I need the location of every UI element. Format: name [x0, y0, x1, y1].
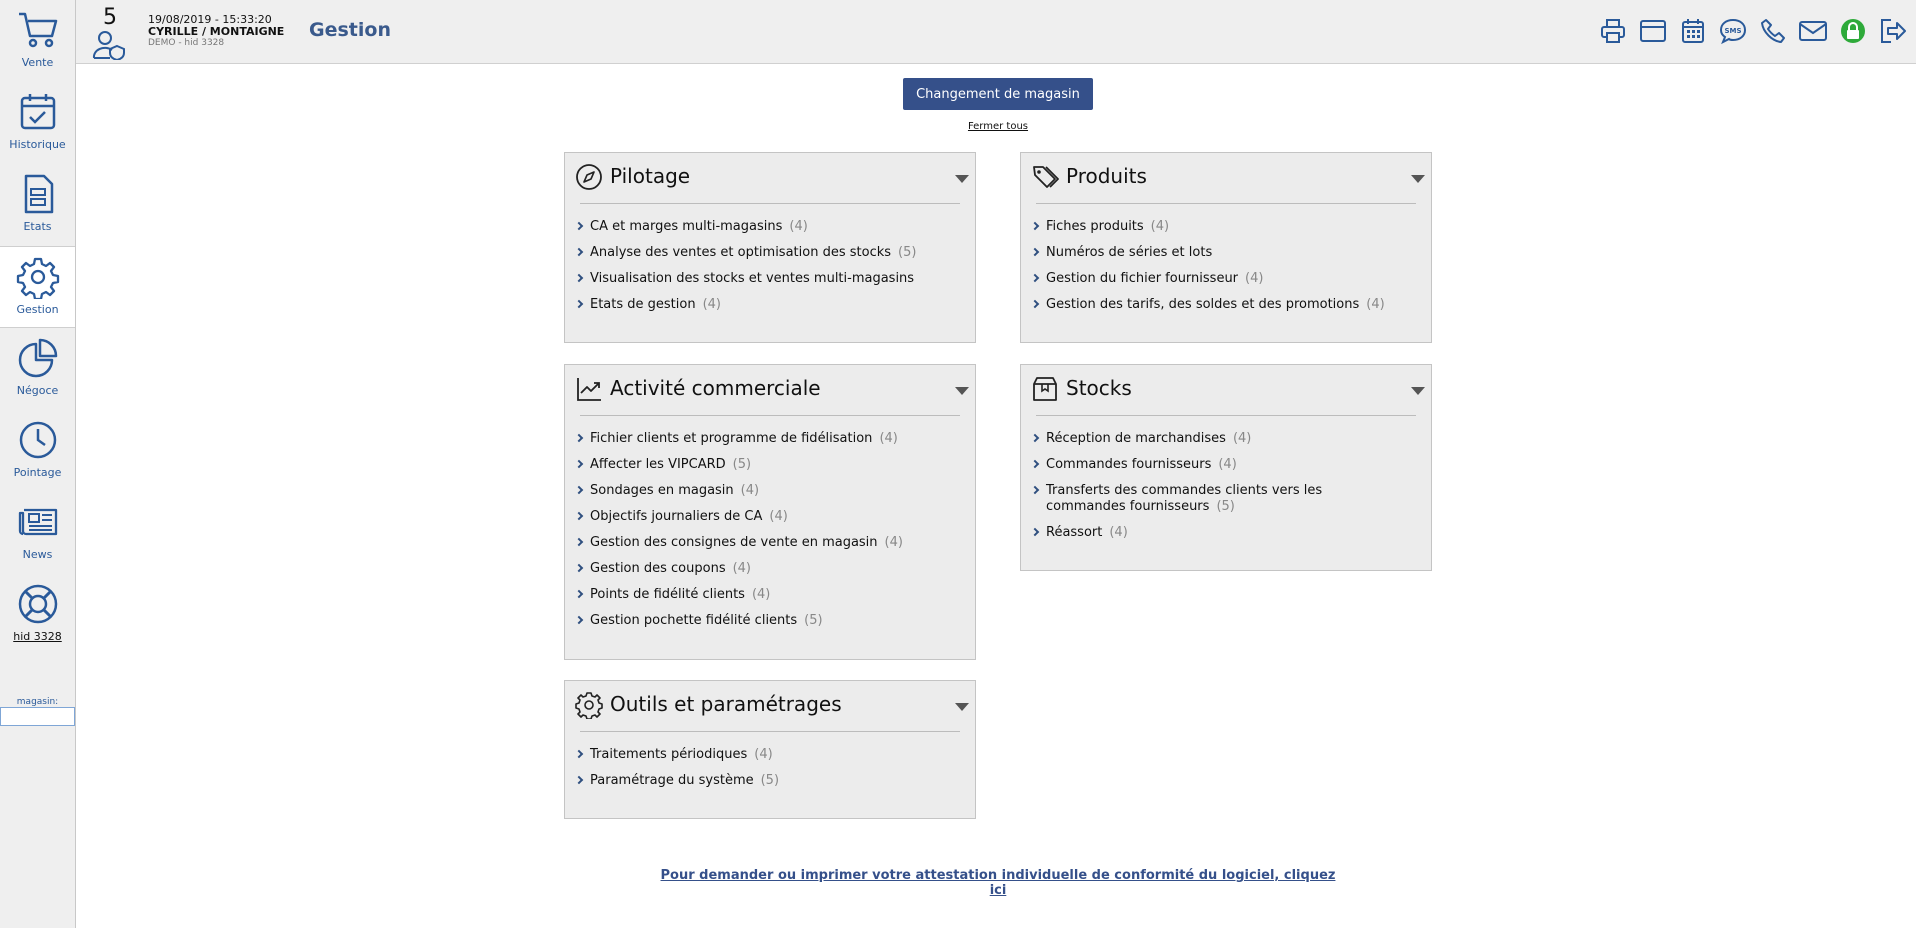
- chevron-right-icon: [575, 776, 583, 784]
- document-icon: [16, 172, 60, 216]
- nav-pointage[interactable]: [0, 410, 75, 492]
- user-count: 5: [103, 5, 117, 30]
- menu-item-count: (4): [754, 747, 773, 762]
- divider: [580, 203, 960, 204]
- menu-item-count: (4): [732, 561, 752, 576]
- nav-label: Gestion: [16, 303, 59, 316]
- menu-item[interactable]: [575, 561, 965, 577]
- svg-text:SMS: SMS: [1724, 27, 1742, 35]
- menu-item-label: Fiches produits: [1046, 219, 1144, 234]
- panel-activite-commerciale: [564, 364, 976, 660]
- menu-list: [575, 219, 965, 323]
- menu-list: [575, 747, 965, 799]
- mail-button[interactable]: [1796, 14, 1830, 48]
- lock-icon: [1838, 16, 1868, 46]
- menu-item-count: (4): [769, 509, 788, 524]
- chevron-right-icon: [575, 750, 583, 758]
- panel-pilotage: [564, 152, 976, 343]
- menu-item[interactable]: [575, 535, 965, 551]
- chevron-right-icon: [1031, 460, 1039, 468]
- menu-item[interactable]: [1031, 483, 1361, 515]
- magasin-label: magasin:: [16, 697, 59, 707]
- nav-label: News: [22, 548, 53, 561]
- menu-item[interactable]: [1031, 297, 1421, 313]
- menu-item-label: Gestion des consignes de vente en magasin: [590, 535, 878, 550]
- menu-item[interactable]: [1031, 245, 1421, 261]
- menu-list: [1031, 431, 1421, 551]
- menu-item[interactable]: [575, 245, 965, 261]
- menu-item-count: (5): [898, 245, 917, 260]
- menu-item-label: Gestion pochette fidélité clients: [590, 613, 798, 628]
- menu-item-count: (4): [1366, 297, 1385, 312]
- menu-item-count: (4): [1245, 271, 1264, 286]
- divider: [1036, 415, 1416, 416]
- menu-item-label: Points de fidélité clients: [590, 587, 745, 602]
- nav-label: hid 3328: [13, 630, 62, 643]
- gear-icon: [575, 691, 603, 719]
- panel-title: Outils et paramétrages: [610, 692, 842, 716]
- page-title: Gestion: [309, 19, 391, 41]
- menu-item[interactable]: [575, 509, 965, 525]
- toolbar: [1596, 14, 1916, 48]
- chevron-right-icon: [575, 486, 583, 494]
- menu-item-count: (4): [1109, 525, 1128, 540]
- nav-label: Historique: [9, 138, 66, 151]
- compass-icon: [575, 163, 603, 191]
- panel-produits: [1020, 152, 1432, 343]
- panel-title: Activité commerciale: [610, 376, 821, 400]
- phone-button[interactable]: [1756, 14, 1790, 48]
- menu-item-label: Commandes fournisseurs: [1046, 457, 1212, 472]
- menu-item-label: Réception de marchandises: [1046, 431, 1226, 446]
- lock-button[interactable]: [1836, 14, 1870, 48]
- menu-item[interactable]: [575, 773, 965, 789]
- nav-historique[interactable]: [0, 82, 75, 164]
- window-button[interactable]: [1636, 14, 1670, 48]
- collapse-toggle-icon[interactable]: [955, 175, 969, 183]
- datetime: 19/08/2019 - 15:33:20: [148, 13, 272, 26]
- chevron-right-icon: [1031, 528, 1039, 536]
- menu-item-label: Réassort: [1046, 525, 1103, 540]
- panel-title: Stocks: [1066, 376, 1132, 400]
- menu-item-label: Objectifs journaliers de CA: [590, 509, 763, 524]
- menu-item[interactable]: [1031, 271, 1421, 287]
- menu-item-count: (4): [702, 297, 722, 312]
- menu-item[interactable]: [575, 587, 965, 603]
- logout-button[interactable]: [1876, 14, 1910, 48]
- panel-stocks: [1020, 364, 1432, 571]
- change-store-button[interactable]: Changement de magasin: [903, 78, 1093, 110]
- panel-title: Pilotage: [610, 164, 691, 188]
- panel-header[interactable]: [565, 365, 975, 415]
- menu-item-label: Gestion du fichier fournisseur: [1046, 271, 1239, 286]
- menu-item-label: Fichier clients et programme de fidélisation: [590, 431, 873, 446]
- nav-label: Etats: [23, 220, 52, 233]
- menu-item[interactable]: [1031, 525, 1421, 541]
- nav-label: Négoce: [16, 384, 59, 397]
- calendar-button[interactable]: [1676, 14, 1710, 48]
- divider: [1036, 203, 1416, 204]
- menu-item-count: (4): [740, 483, 760, 498]
- lifebuoy-icon: [16, 582, 60, 626]
- divider: [580, 731, 960, 732]
- menu-item[interactable]: [575, 457, 965, 473]
- nav-vente[interactable]: [0, 0, 75, 82]
- collapse-toggle-icon[interactable]: [1411, 387, 1425, 395]
- cart-icon: [16, 8, 60, 52]
- sms-icon: [1718, 16, 1748, 46]
- menu-item-label: Gestion des tarifs, des soldes et des promotions: [1046, 297, 1360, 312]
- chevron-right-icon: [575, 222, 583, 230]
- panel-header[interactable]: [565, 153, 975, 203]
- clock-icon: [16, 418, 60, 462]
- menu-item-label: Numéros de séries et lots: [1046, 245, 1213, 260]
- close-all-link[interactable]: Fermer tous: [967, 121, 1029, 132]
- menu-item-label: Transferts des commandes clients vers les commandes fournisseurs: [1046, 483, 1323, 514]
- chevron-right-icon: [1031, 222, 1039, 230]
- chevron-right-icon: [575, 616, 583, 624]
- menu-list: [1031, 219, 1421, 323]
- chevron-right-icon: [575, 538, 583, 546]
- menu-item-label: Analyse des ventes et optimisation des stocks: [590, 245, 892, 260]
- menu-item-label: Affecter les VIPCARD: [590, 457, 726, 472]
- panel-outils-parametrages: [564, 680, 976, 819]
- nav-label: Vente: [21, 56, 54, 69]
- menu-item[interactable]: [575, 483, 965, 499]
- chevron-right-icon: [575, 460, 583, 468]
- chevron-right-icon: [575, 434, 583, 442]
- calendar-icon: [1678, 16, 1708, 46]
- box-icon: [1031, 375, 1059, 403]
- menu-item-label: Sondages en magasin: [590, 483, 734, 498]
- menu-item[interactable]: [575, 271, 965, 287]
- menu-item[interactable]: [575, 747, 965, 763]
- chevron-right-icon: [575, 564, 583, 572]
- collapse-toggle-icon[interactable]: [1411, 175, 1425, 183]
- menu-item-count: (4): [884, 535, 903, 550]
- menu-item-label: CA et marges multi-magasins: [590, 219, 783, 234]
- nav-negoce[interactable]: [0, 328, 75, 410]
- chevron-right-icon: [575, 248, 583, 256]
- user-shield-icon: [92, 30, 126, 60]
- panel-header[interactable]: [565, 681, 975, 731]
- conformity-certificate-link[interactable]: Pour demander ou imprimer votre attestation individuelle de conformité du logiciel, cliquez ici: [660, 868, 1336, 898]
- menu-item[interactable]: [575, 219, 965, 235]
- menu-item-count: (5): [732, 457, 752, 472]
- menu-item-count: (5): [804, 613, 823, 628]
- chevron-right-icon: [575, 512, 583, 520]
- phone-icon: [1758, 16, 1788, 46]
- demo-line: DEMO - hid 3328: [148, 38, 225, 48]
- chevron-right-icon: [575, 590, 583, 598]
- menu-item[interactable]: [1031, 219, 1421, 235]
- nav-support[interactable]: [0, 574, 75, 656]
- pie-chart-icon: [16, 336, 60, 380]
- menu-item[interactable]: [575, 297, 965, 313]
- mail-icon: [1798, 16, 1828, 46]
- chevron-right-icon: [1031, 248, 1039, 256]
- panel-title: Produits: [1066, 164, 1147, 188]
- menu-item-label: Gestion des coupons: [590, 561, 726, 576]
- chevron-right-icon: [1031, 300, 1039, 308]
- nav-gestion[interactable]: [0, 246, 75, 328]
- calendar-check-icon: [16, 90, 60, 134]
- menu-item[interactable]: [1031, 431, 1421, 447]
- logout-icon: [1878, 16, 1908, 46]
- menu-item-count: (4): [789, 219, 808, 234]
- print-button[interactable]: [1596, 14, 1630, 48]
- chevron-right-icon: [1031, 486, 1039, 494]
- menu-item-count: (4): [879, 431, 898, 446]
- chevron-right-icon: [1031, 274, 1039, 282]
- menu-item-label: Paramétrage du système: [590, 773, 754, 788]
- header: [76, 0, 1916, 64]
- menu-item-label: Traitements périodiques: [590, 747, 748, 762]
- divider: [580, 415, 960, 416]
- menu-item-label: Etats de gestion: [590, 297, 696, 312]
- menu-item[interactable]: [575, 431, 965, 447]
- magasin-input[interactable]: [0, 707, 75, 726]
- menu-item-count: (4): [1218, 457, 1237, 472]
- trend-chart-icon: [575, 375, 603, 403]
- menu-item[interactable]: [575, 613, 965, 629]
- newspaper-icon: [16, 500, 60, 544]
- nav-etats[interactable]: [0, 164, 75, 246]
- menu-item-count: (4): [1232, 431, 1252, 446]
- nav-label: Pointage: [13, 466, 62, 479]
- menu-item-count: (4): [1150, 219, 1170, 234]
- chevron-right-icon: [1031, 434, 1039, 442]
- chevron-right-icon: [575, 274, 583, 282]
- gear-icon: [16, 255, 60, 299]
- menu-item-label: Visualisation des stocks et ventes multi-magasins: [590, 271, 915, 286]
- sidebar: [0, 0, 76, 928]
- menu-item-count: (5): [760, 773, 780, 788]
- panel-header[interactable]: [1021, 153, 1431, 203]
- menu-item[interactable]: [1031, 457, 1421, 473]
- menu-item-count: (4): [751, 587, 771, 602]
- chevron-right-icon: [575, 300, 583, 308]
- tags-icon: [1031, 163, 1059, 191]
- menu-list: [575, 431, 965, 639]
- window-icon: [1638, 16, 1668, 46]
- printer-icon: [1598, 16, 1628, 46]
- sms-button[interactable]: [1716, 14, 1750, 48]
- nav-news[interactable]: [0, 492, 75, 574]
- menu-item-count: (5): [1216, 499, 1235, 514]
- collapse-toggle-icon[interactable]: [955, 387, 969, 395]
- collapse-toggle-icon[interactable]: [955, 703, 969, 711]
- panel-header[interactable]: [1021, 365, 1431, 415]
- user-store: CYRILLE / MONTAIGNE: [148, 25, 285, 38]
